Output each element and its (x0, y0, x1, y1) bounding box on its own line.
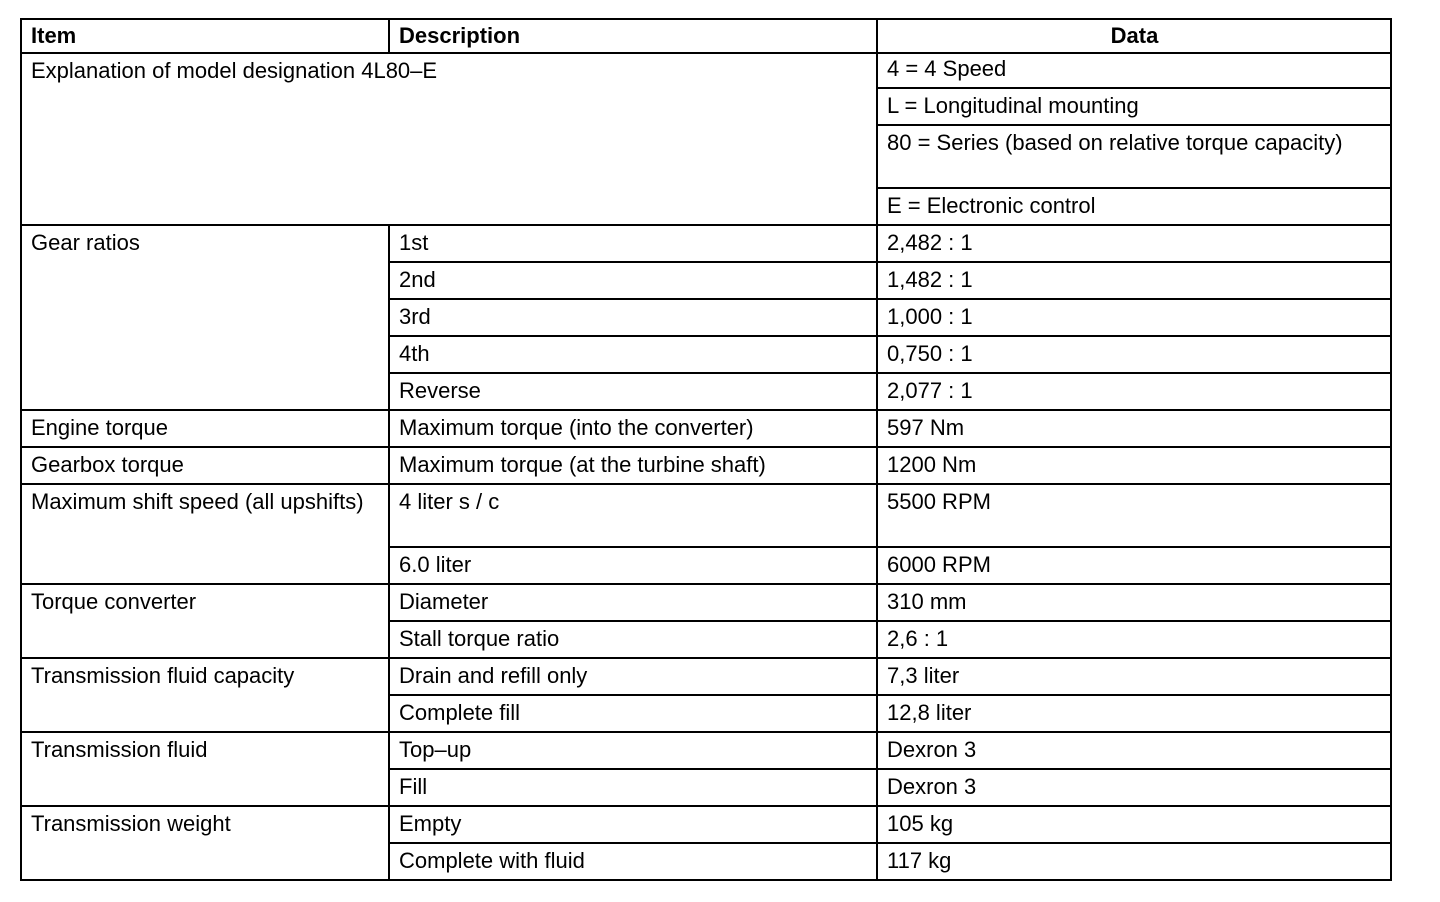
item-cell: Gearbox torque (21, 447, 389, 484)
description-cell: Complete fill (389, 695, 877, 732)
data-cell: 12,8 liter (877, 695, 1391, 732)
data-cell: 1,482 : 1 (877, 262, 1391, 299)
data-cell: 2,482 : 1 (877, 225, 1391, 262)
specification-table (20, 18, 1392, 881)
item-cell: Gear ratios (21, 225, 389, 410)
model-data-cell: E = Electronic control (877, 188, 1391, 225)
description-cell: Maximum torque (into the converter) (389, 410, 877, 447)
table-row (21, 447, 1391, 484)
description-cell: Drain and refill only (389, 658, 877, 695)
data-cell: 105 kg (877, 806, 1391, 843)
data-cell: Dexron 3 (877, 769, 1391, 806)
description-cell: 3rd (389, 299, 877, 336)
data-cell: 7,3 liter (877, 658, 1391, 695)
table-row (21, 732, 1391, 769)
description-cell: Maximum torque (at the turbine shaft) (389, 447, 877, 484)
description-cell: 6.0 liter (389, 547, 877, 584)
table-body (21, 53, 1391, 880)
item-cell: Transmission weight (21, 806, 389, 880)
item-cell: Transmission fluid capacity (21, 658, 389, 732)
data-cell: 6000 RPM (877, 547, 1391, 584)
table-row (21, 225, 1391, 262)
table-row (21, 658, 1391, 695)
description-cell: Empty (389, 806, 877, 843)
model-data-cell: 4 = 4 Speed (877, 53, 1391, 88)
description-cell: Reverse (389, 373, 877, 410)
data-cell: 310 mm (877, 584, 1391, 621)
item-cell: Engine torque (21, 410, 389, 447)
description-cell: 2nd (389, 262, 877, 299)
header-row (21, 19, 1391, 53)
item-cell: Transmission fluid (21, 732, 389, 806)
description-cell: 1st (389, 225, 877, 262)
data-cell: 0,750 : 1 (877, 336, 1391, 373)
data-cell: 1,000 : 1 (877, 299, 1391, 336)
header-data: Data (877, 19, 1391, 53)
data-cell: 597 Nm (877, 410, 1391, 447)
table-row (21, 584, 1391, 621)
description-cell: 4th (389, 336, 877, 373)
description-cell: Complete with fluid (389, 843, 877, 880)
model-designation-cell: Explanation of model designation 4L80–E (21, 53, 877, 225)
description-cell: Fill (389, 769, 877, 806)
data-cell: 2,6 : 1 (877, 621, 1391, 658)
item-cell: Torque converter (21, 584, 389, 658)
data-cell: 5500 RPM (877, 484, 1391, 547)
table-row (21, 53, 1391, 88)
description-cell: Diameter (389, 584, 877, 621)
data-cell: 117 kg (877, 843, 1391, 880)
description-cell: 4 liter s / c (389, 484, 877, 547)
header-item: Item (21, 19, 389, 53)
header-description: Description (389, 19, 877, 53)
table-row (21, 484, 1391, 547)
model-data-cell: 80 = Series (based on relative torque capacity) (877, 125, 1391, 188)
data-cell: Dexron 3 (877, 732, 1391, 769)
table-row (21, 806, 1391, 843)
data-cell: 2,077 : 1 (877, 373, 1391, 410)
description-cell: Top–up (389, 732, 877, 769)
description-cell: Stall torque ratio (389, 621, 877, 658)
item-cell: Maximum shift speed (all upshifts) (21, 484, 389, 584)
model-data-cell: L = Longitudinal mounting (877, 88, 1391, 125)
table-row (21, 410, 1391, 447)
data-cell: 1200 Nm (877, 447, 1391, 484)
